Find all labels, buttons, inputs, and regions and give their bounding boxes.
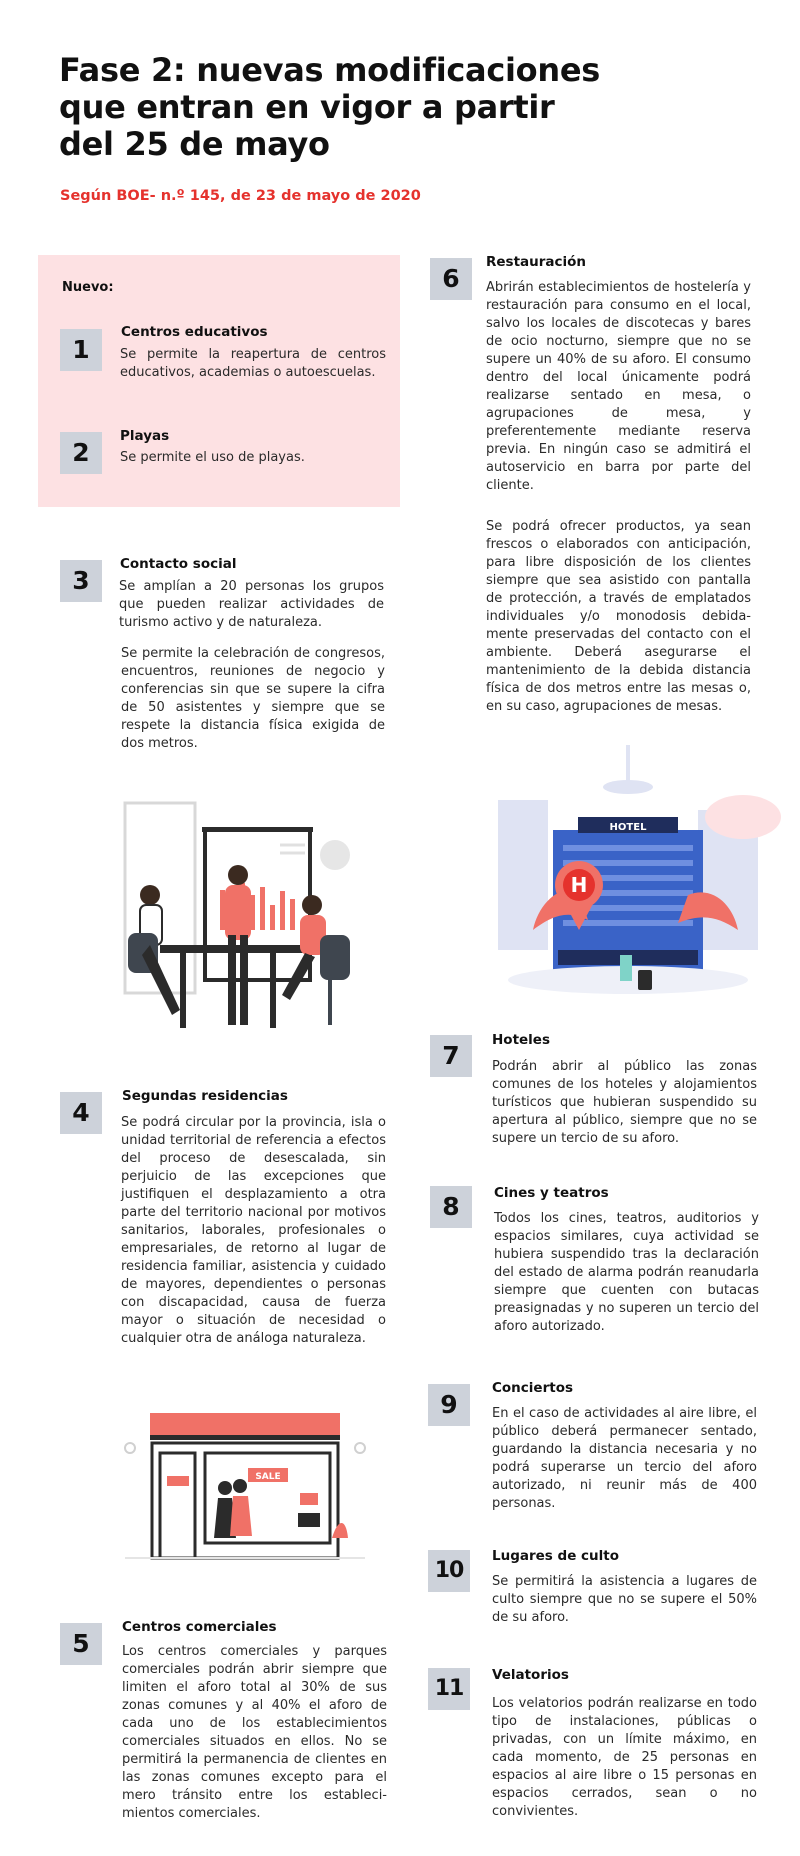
shop-sign: SALE: [255, 1472, 281, 1482]
section-number-9: 9: [428, 1384, 470, 1426]
section-heading-7: Hoteles: [492, 1032, 551, 1048]
shop-illustration: [120, 1408, 370, 1568]
section-text-8: Todos los cines, teatros, auditorios y espacios similares, cuya actividad se hubiera suspendido tras la declaración del estado de alarma podrán reanudarla siempre que cuenten con butacas preasignadas y no superen un tercio del aforo autorizado.: [494, 1211, 759, 1334]
section-text-6a: Abrirán establecimientos de hostelería y restauración para consumo en el local, salvo los locales de discotecas y bares de ocio nocturno, siempre que no se supere un 40% de su aforo. El consumo dentro del local únicamente podrá realizarse sentado en mesa, o agrupaciones de mesa, y preferentemente mediante reserva previa. En ningún caso se admitirá el autoservicio en barra por parte del cliente.: [486, 280, 751, 493]
section-text-3a: Se amplían a 20 personas los grupos que pueden realizar actividades de turismo activo y de naturaleza.: [119, 579, 384, 630]
section-text-6b: Se podrá ofrecer productos, ya sean frescos o elaborados con anticipación, para libre disposición de los clientes siempre que sea asistido con pantalla de protección, a través de emplatados individuales y/o monodosis debida- mente preservadas del contacto con el ambiente. Deberá asegurarse el mantenimiento de la debida distancia física de dos metros entre las mesas o, en su caso, agrupaciones de mesas.: [486, 519, 751, 714]
section-number-8: 8: [430, 1186, 472, 1228]
section-heading-9: Conciertos: [492, 1380, 573, 1396]
section-text-3b: Se permite la celebración de congresos, encuentros, reuniones de negocio y conferencias sin que se supere la cifra de 50 asistentes y siempre que se respete la distancia física exigida de dos metros.: [121, 646, 385, 751]
section-heading-6: Restauración: [486, 254, 587, 270]
hotel-sign: HOTEL: [609, 822, 647, 833]
svg-text:H: H: [570, 873, 588, 897]
section-heading-5: Centros comerciales: [122, 1619, 277, 1635]
section-heading-1: Centros educativos: [121, 324, 268, 340]
section-number-10: 10: [428, 1550, 470, 1592]
section-text-4: Se podrá circular por la provincia, isla o unidad territorial de referencia a efectos del proceso de desescalada, sin perjuicio de las excepciones que justifiquen el desplazamiento a otra parte del territorio nacional por motivos sanitarios, laborales, profesionales o empresariales, de retorno al lugar de residencia familiar, asistencia y cuidado de mayores, dependientes o personas con discapacidad, causa de fuerza mayor o situación de necesidad o cualquier otra de análoga naturaleza.: [121, 1115, 386, 1346]
section-heading-8: Cines y teatros: [494, 1185, 609, 1201]
section-text-10: Se permitirá la asistencia a lugares de culto siempre que no se supere el 50% de su aforo.: [492, 1574, 757, 1625]
section-number-3: 3: [60, 560, 102, 602]
section-number-7: 7: [430, 1035, 472, 1077]
section-text-1: Se permite la reapertura de centros educativos, academias o autoescuelas.: [120, 347, 386, 380]
section-heading-2: Playas: [120, 428, 170, 444]
section-number-4: 4: [60, 1092, 102, 1134]
section-number-5: 5: [60, 1623, 102, 1665]
section-text-9: En el caso de actividades al aire libre, el público deberá permanecer sentado, guardando la distancia necesaria y no podrá superarse un tercio del aforo autorizado, ni reunir más de 400 personas.: [492, 1406, 757, 1511]
meeting-illustration: [120, 795, 370, 1045]
section-number-11: 11: [428, 1668, 470, 1710]
section-heading-3: Contacto social: [120, 556, 237, 572]
section-heading-4: Segundas residencias: [122, 1088, 288, 1104]
section-heading-10: Lugares de culto: [492, 1548, 620, 1564]
section-number-6: 6: [430, 258, 472, 300]
section-number-1: 1: [60, 329, 102, 371]
hotel-illustration: [478, 745, 783, 1020]
section-heading-11: Velatorios: [492, 1667, 569, 1683]
page-title: Fase 2: nuevas modificaciones que entran en vigor a partir del 25 de mayo: [59, 51, 600, 163]
section-number-2: 2: [60, 432, 102, 474]
section-text-11: Los velatorios podrán realizarse en todo tipo de instalaciones, públicas o privadas, con un límite máximo, en cada momento, de 25 personas en espacios al aire libre o 15 personas en espacios cerrados, sean o no convivientes.: [492, 1696, 757, 1819]
section-text-2: Se permite el uso de playas.: [120, 450, 305, 465]
new-label: Nuevo:: [62, 280, 114, 295]
section-text-7: Podrán abrir al público las zonas comunes de los hoteles y alojamientos turísticos que hubieran suspendido su apertura al público, siempre que no se supere un tercio de su aforo.: [492, 1059, 757, 1146]
page-subtitle: Según BOE- n.º 145, de 23 de mayo de 2020: [60, 188, 421, 204]
section-text-5: Los centros comerciales y parques comerciales podrán abrir siempre que limiten el aforo total al 30% de sus zonas comunes y al 40% el aforo de cada uno de los establecimientos comerciales situados en ellos. No se permitirá la permanencia de clientes en las zonas comunes excepto para el mero tránsito entre los estableci- mientos comerciales.: [122, 1644, 387, 1821]
